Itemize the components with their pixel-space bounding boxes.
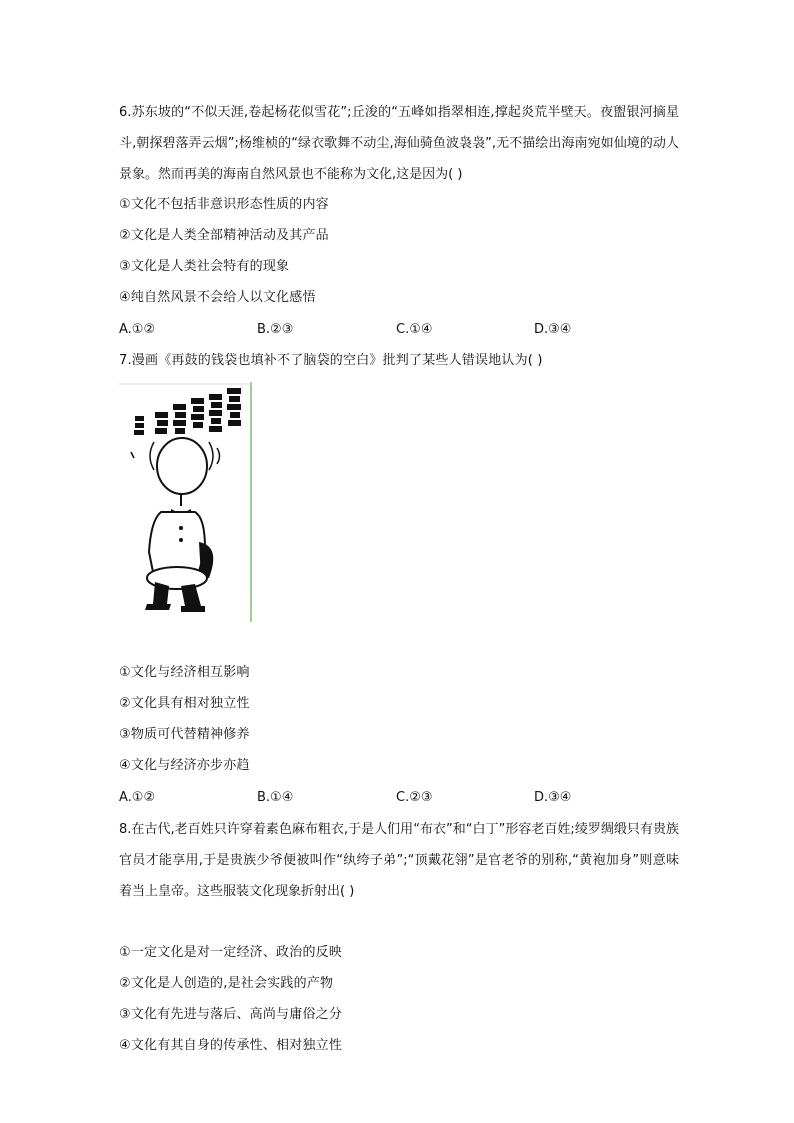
question-6-choices: [119, 321, 679, 339]
question-6-item-1: ①文化不包括非意识形态性质的内容: [119, 197, 329, 212]
question-8-item-2: ②文化是人创造的,是社会实践的产物: [119, 976, 334, 991]
question-7-choice-c[interactable]: C.②③: [396, 790, 433, 805]
question-6-item-2: ②文化是人类全部精神活动及其产品: [119, 228, 329, 243]
question-7-item-3: ③物质可代替精神修养: [119, 727, 250, 742]
question-8-item-4: ④文化有其自身的传承性、相对独立性: [119, 1038, 343, 1053]
cartoon-image: [119, 382, 253, 622]
question-6-choice-a[interactable]: A.①②: [119, 322, 156, 337]
cartoon-caption-calligraphy: [134, 388, 241, 435]
question-7-choices: [119, 789, 679, 807]
question-6-choice-b[interactable]: B.②③: [257, 322, 294, 337]
question-8-stem: 8.在古代,老百姓只许穿着素色麻布粗衣,于是人们用“布衣”和“白丁”形容老百姓;绫罗绸缎只有贵族官员才能享用,于是贵族少爷便被叫作“纨绔子弟”;“顶戴花翎”是官老爷的别称,“黄袍加身”则意味着当上皇帝。这些服装文化现象折射出( ): [119, 822, 679, 899]
question-7-item-4: ④文化与经济亦步亦趋: [119, 758, 250, 773]
question-7-stem: 7.漫画《再鼓的钱袋也填补不了脑袋的空白》批判了某些人错误地认为( ): [119, 353, 543, 368]
question-7-choice-d[interactable]: D.③④: [534, 790, 572, 805]
question-7-choice-b[interactable]: B.①④: [257, 790, 294, 805]
question-6-choice-c[interactable]: C.①④: [396, 322, 433, 337]
question-6-stem: 6.苏东坡的“不似天涯,卷起杨花似雪花”;丘浚的“五峰如指翠相连,撑起炎荒半壁天。夜盥银河摘星斗,朝探碧落弄云烟”;杨维桢的“绿衣歌舞不动尘,海仙骑鱼波袅袅”,无不描绘出海南宛如仙境的动人景象。然而再美的海南自然风景也不能称为文化,这是因为( ): [119, 105, 679, 182]
question-7-item-1: ①文化与经济相互影响: [119, 665, 250, 680]
question-8-item-3: ③文化有先进与落后、高尚与庸俗之分: [119, 1007, 343, 1022]
question-8-item-1: ①一定文化是对一定经济、政治的反映: [119, 945, 343, 960]
question-6-item-4: ④纯自然风景不会给人以文化感悟: [119, 290, 316, 305]
question-7-choice-a[interactable]: A.①②: [119, 790, 156, 805]
question-7-item-2: ②文化具有相对独立性: [119, 696, 250, 711]
question-6-choice-d[interactable]: D.③④: [534, 322, 572, 337]
question-6-item-3: ③文化是人类社会特有的现象: [119, 259, 290, 274]
